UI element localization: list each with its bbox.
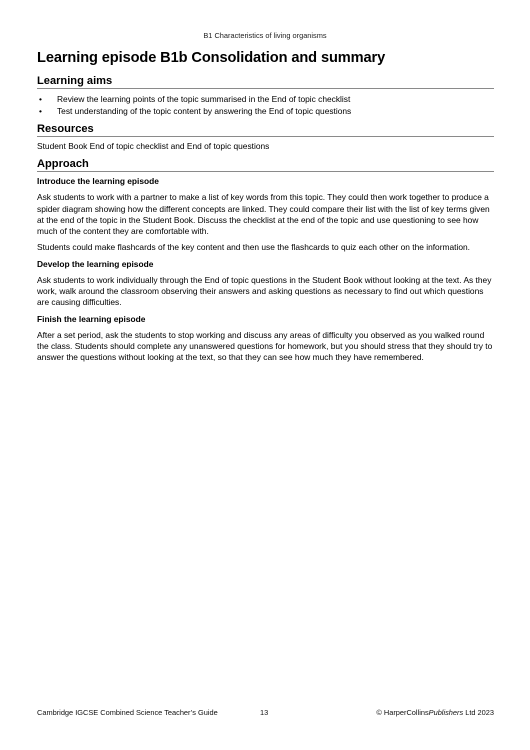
develop-heading: Develop the learning episode <box>37 258 154 269</box>
approach-heading: Approach <box>37 158 494 172</box>
introduce-heading: Introduce the learning episode <box>37 176 159 187</box>
copyright-suffix: Ltd 2023 <box>463 708 494 717</box>
page-title: Learning episode B1b Consolidation and summary <box>37 50 386 66</box>
resources-heading: Resources <box>37 123 494 137</box>
page-number: 13 <box>260 708 269 717</box>
bullet-icon: • <box>39 94 42 104</box>
resources-text: Student Book End of topic checklist and End of topic questions <box>37 141 270 151</box>
footer-book-title: Cambridge IGCSE Combined Science Teacher’s Guide <box>37 708 218 717</box>
learning-aims-section <box>37 75 494 117</box>
page-content <box>37 50 494 370</box>
copyright-notice <box>376 708 494 717</box>
running-head: B1 Characteristics of living organisms <box>203 31 327 40</box>
learning-aims-heading: Learning aims <box>37 75 494 89</box>
learning-aim-text: Review the learning points of the topic summarised in the End of topic checklist <box>57 94 351 104</box>
learning-aims-list <box>37 93 494 117</box>
learning-aim-text: Test understanding of the topic content by answering the End of topic questions <box>57 106 352 116</box>
resources-section <box>37 123 494 152</box>
introduce-paragraph: Students could make flashcards of the key content and then use the flashcards to quiz each other on the information. <box>37 242 470 253</box>
approach-section <box>37 158 494 363</box>
copyright-prefix: © HarperCollins <box>376 708 429 717</box>
bullet-icon: • <box>39 106 42 116</box>
learning-aim-item <box>37 105 494 117</box>
copyright-italic: Publishers <box>428 708 464 717</box>
develop-paragraph: Ask students to work individually through the End of topic questions in the Student Book without looking at the text. As they work, walk around the classroom observing their answers and asking questions as necessary to find out which questions are causing difficulties. <box>37 274 492 308</box>
introduce-paragraph: Ask students to work with a partner to make a list of key words from this topic. They could then work together to produce a spider diagram showing how the different concepts are linked. They could compare their list with the list of key terms given at the end of the topic in the Student Book. Discuss the checklist at the end of the topic and use questioning to see how much of the content they are comfortable with. <box>37 192 490 237</box>
finish-paragraph: After a set period, ask the students to stop working and discuss any areas of difficulty you observed as you walked round the class. Students should complete any unanswered questions for homework, but you should stress that they should try to answer the questions without looking at the text, so that they can see how much they have remembered. <box>37 329 493 363</box>
finish-heading: Finish the learning episode <box>37 313 146 324</box>
learning-aim-item <box>37 93 494 105</box>
